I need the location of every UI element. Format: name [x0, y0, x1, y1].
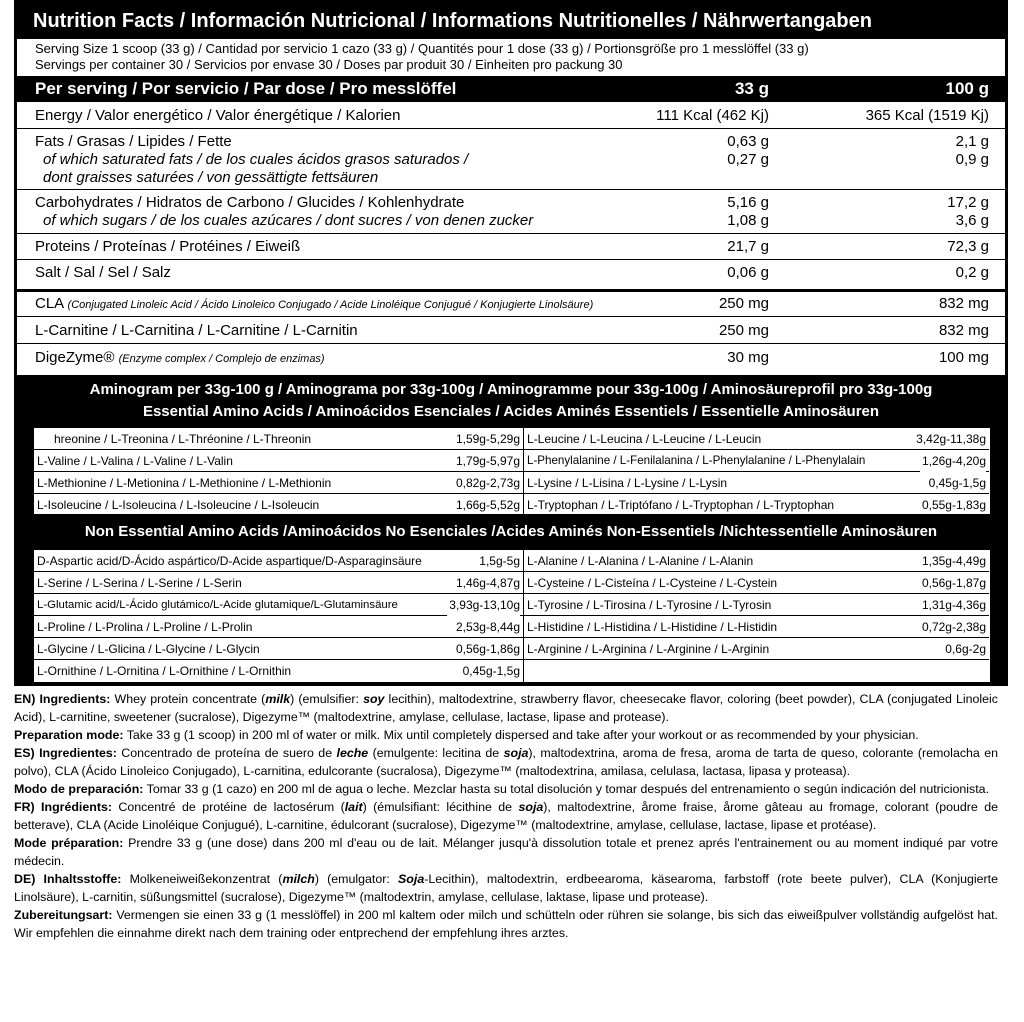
saturated-fats-label-2: dont graisses saturées / von gessättigte fettsäuren — [43, 169, 379, 186]
table-row — [34, 660, 523, 682]
saturated-per-100g: 0,9 g — [955, 151, 989, 168]
sugars-per-serving: 1,08 g — [727, 212, 769, 229]
amino-name: L-Isoleucine / L-Isoleucina / L-Isoleucine / L-Isoleucin — [37, 498, 320, 512]
amino-name: L-Leucine / L-Leucina / L-Leucine / L-Leucin — [527, 432, 762, 446]
text: Concentré de protéine de lactosérum ( — [111, 800, 345, 814]
preparation-fr-label: Mode préparation: — [14, 836, 124, 850]
digezyme-per-100g: 100 mg — [938, 349, 989, 366]
table-row — [524, 550, 989, 572]
amino-name: L-Tyrosine / L-Tirosina / L-Tyrosine / L-Tyrosin — [527, 598, 772, 612]
table-row — [524, 638, 989, 660]
text: ), maltodextrine, årome fraise, årome gâteau au fromage, colorant (poudre de betterave), CLA (Acide Linoléique Conjugué), L-carnitine, édulcorant (sucralose), Digezyme™ (maltodextrine, amylase, cellulase, lactase, lipase et protéase). — [14, 800, 998, 832]
amino-value: 0,6g-2g — [945, 642, 986, 656]
amino-value: 0,56g-1,86g — [455, 642, 520, 656]
allergen-milk: lait — [344, 800, 363, 814]
amino-name: L-Methionine / L-Metionina / L-Methionine / L-Methionin — [37, 476, 332, 490]
amino-value: 1,66g-5,52g — [455, 498, 520, 512]
digezyme-name: DigeZyme® — [35, 349, 115, 366]
text: -Lecithin), maltodextrin, erdbeearoma, käsearoma, farbstoff (rote beete pulver), CLA (Konjugierte Linolsäure), L-carnitin, süßungsmittel (sucralose), Digezyme™ (maltodextrin, amylase, cellulase, laktase, lipase und protease). — [14, 872, 998, 904]
table-row — [524, 616, 989, 638]
table-row — [34, 616, 523, 638]
sugars-per-100g: 3,6 g — [955, 212, 989, 229]
ingredients-en-label: EN) Ingredients: — [14, 692, 111, 706]
amino-name: D-Aspartic acid/D-Ácido aspártico/D-Acide aspartique/D-Asparaginsäure — [37, 554, 422, 568]
energy-label: Energy / Valor energético / Valor énergétique / Kalorien — [35, 107, 401, 124]
table-row — [34, 550, 523, 572]
cla-note: (Conjugated Linoleic Acid / Ácido Linoleico Conjugado / Acide Linoléique Conjugué / Konjugierte Linolsäure) — [67, 299, 594, 311]
cla-per-100g: 832 mg — [938, 295, 989, 312]
amino-name: L-Phenylalanine / L-Fenilalanina / L-Phenylalanine / L-Phenylalain — [527, 454, 866, 467]
table-row — [524, 572, 989, 594]
amino-value: 0,72g-2,38g — [921, 620, 986, 634]
table-row — [34, 572, 523, 594]
ingredients-es — [14, 744, 998, 780]
column-33g: 33 g — [734, 79, 769, 98]
nutrition-title: Nutrition Facts / Información Nutricional / Informations Nutritionelles / Nährwertangaben — [17, 3, 1005, 39]
nutrition-label — [14, 0, 1008, 686]
digezyme-note: (Enzyme complex / Complejo de enzimas) — [118, 353, 325, 365]
text: Concentrado de proteína de suero de — [116, 746, 337, 760]
table-row — [524, 428, 989, 450]
saturated-per-serving: 0,27 g — [727, 151, 769, 168]
table-row — [524, 594, 989, 616]
nonessential-right-col — [524, 550, 989, 682]
allergen-milk: milk — [265, 692, 291, 706]
carnitine-per-100g: 832 mg — [938, 322, 989, 339]
preparation-de — [14, 906, 998, 942]
text: Prendre 33 g (une dose) dans 200 ml d'eau ou de lait. Mélanger jusqu'à dissolution totale et prenez aprés l'entrainement ou au moment indiqué par votre médecin. — [14, 836, 998, 868]
essential-left-col — [34, 428, 524, 514]
divider — [17, 259, 1005, 260]
text: Vermengen sie einen 33 g (1 messlöffel) in 200 ml kaltem oder milch und schütteln oder rühren sie solange, bis sich das eiweißpulver vollständig aufgelöst hat. Wir empfehlen die einnahme direkt nach dem training oder entprechend der empfehlung ihres arztes. — [14, 908, 998, 940]
nonessential-amino-table — [33, 549, 991, 683]
amino-value: 1,79g-5,97g — [455, 454, 520, 468]
amino-name: L-Cysteine / L-Cisteína / L-Cysteine / L-Cystein — [527, 576, 778, 590]
amino-name: L-Tryptophan / L-Triptófano / L-Tryptophan / L-Tryptophan — [527, 498, 835, 512]
text: ), maltodextrina, aroma de fresa, aroma de tarta de queso, colorante (remolacha en polvo), CLA (Ácido Linoleico Conjugado), L-carnitina, edulcorante (sucralosa), Digezyme™ (maltodextrina, amilasa, celulasa, lactasa, lipasa y proteasa). — [14, 746, 998, 778]
text: Whey protein concentrate ( — [110, 692, 266, 706]
ingredients-es-label: ES) Ingredientes: — [14, 746, 117, 760]
serving-size: Serving Size 1 scoop (33 g) / Cantidad por servicio 1 cazo (33 g) / Quantités pour 1 dose (33 g) / Portionsgröße pro 1 messlöffel (33 g) — [35, 41, 809, 56]
column-100g: 100 g — [945, 79, 989, 98]
divider — [17, 189, 1005, 190]
allergen-milk: leche — [336, 746, 369, 760]
amino-value: 1,31g-4,36g — [921, 598, 986, 612]
cla-label — [35, 295, 593, 312]
table-row — [524, 450, 989, 472]
table-row — [34, 428, 523, 450]
amino-value: 3,42g-11,38g — [916, 432, 986, 446]
text: lecithin), maltodextrine, strawberry flavor, cheesecake flavor, coloring (beet powder), CLA (conjugated Linoleic Acid), L-carnitine, sweetener (sucralose), Digezyme™ (maltodextrine, amylase, cellulase, lactase, lipase and protease). — [14, 692, 998, 724]
divider — [17, 316, 1005, 317]
divider-thick — [17, 289, 1005, 292]
fats-label: Fats / Grasas / Lipides / Fette — [35, 133, 232, 150]
allergen-soy: soja — [503, 746, 529, 760]
carbs-per-100g: 17,2 g — [947, 194, 989, 211]
amino-name: L-Glycine / L-Glicina / L-Glycine / L-Glycin — [37, 642, 260, 656]
amino-value: 3,93g-13,10g — [447, 594, 520, 616]
salt-per-100g: 0,2 g — [955, 264, 989, 281]
amino-name: L-Valine / L-Valina / L-Valine / L-Valin — [37, 454, 233, 468]
proteins-per-100g: 72,3 g — [947, 238, 989, 255]
digezyme-label — [35, 349, 325, 366]
proteins-per-serving: 21,7 g — [727, 238, 769, 255]
amino-value: 1,35g-4,49g — [921, 554, 986, 568]
text: ) (emulsifier: — [290, 692, 364, 706]
carnitine-label: L-Carnitine / L-Carnitina / L-Carnitine / L-Carnitin — [35, 322, 358, 339]
preparation-de-label: Zubereitungsart: — [14, 908, 113, 922]
allergen-milk: milch — [282, 872, 315, 886]
aminogram-header — [17, 375, 1005, 425]
text: Tomar 33 g (1 cazo) en 200 ml de agua o leche. Mezclar hasta su total disolución y tomar después del entrenamiento o según indicación del nutricionista. — [143, 782, 990, 796]
amino-name: L-Proline / L-Prolina / L-Proline / L-Prolin — [37, 620, 253, 634]
energy-per-serving: 111 Kcal (462 Kj) — [656, 107, 769, 124]
proteins-label: Proteins / Proteínas / Protéines / Eiweiß — [35, 238, 301, 255]
amino-value: 1,59g-5,29g — [455, 432, 520, 446]
salt-per-serving: 0,06 g — [727, 264, 769, 281]
amino-value: 0,56g-1,87g — [921, 576, 986, 590]
preparation-en-label: Preparation mode: — [14, 728, 124, 742]
amino-value: 0,45g-1,5g — [462, 664, 520, 678]
divider — [17, 343, 1005, 344]
amino-name: L-Serine / L-Serina / L-Serine / L-Serin — [37, 576, 242, 590]
aminogram-title: Aminogram per 33g-100 g / Aminograma por 33g-100g / Aminogramme pour 33g-100g / Aminosäureprofil pro 33g-100g — [89, 381, 933, 398]
fats-per-100g: 2,1 g — [955, 133, 989, 150]
preparation-es-label: Modo de preparación: — [14, 782, 144, 796]
ingredients-en — [14, 690, 998, 726]
amino-value: 1,46g-4,87g — [455, 576, 520, 590]
amino-value: 1,26g-4,20g — [920, 450, 986, 472]
table-row — [34, 638, 523, 660]
cla-name: CLA — [35, 295, 64, 312]
allergen-soy: soy — [363, 692, 385, 706]
ingredients-de — [14, 870, 998, 906]
per-serving-label: Per serving / Por servicio / Par dose / Pro messlöffel — [35, 79, 457, 98]
table-row — [34, 472, 523, 494]
preparation-es — [14, 780, 998, 798]
salt-label: Salt / Sal / Sel / Salz — [35, 264, 171, 281]
essential-right-col — [524, 428, 989, 514]
divider — [17, 128, 1005, 129]
essential-title: Essential Amino Acids / Aminoácidos Esenciales / Acides Aminés Essentiels / Essentielle Aminosäuren — [142, 403, 880, 420]
ingredients-section — [14, 690, 998, 942]
amino-name: hreonine / L-Treonina / L-Thréonine / L-Threonin — [54, 432, 312, 446]
digezyme-per-serving: 30 mg — [727, 349, 769, 366]
amino-value: 0,45g-1,5g — [928, 476, 986, 490]
ingredients-fr-label: FR) Ingrédients: — [14, 800, 112, 814]
essential-amino-table — [33, 427, 991, 515]
divider — [17, 233, 1005, 234]
nonessential-left-col — [34, 550, 524, 682]
text: ) (émulsifiant: lécithine de — [362, 800, 519, 814]
fats-per-serving: 0,63 g — [727, 133, 769, 150]
carnitine-per-serving: 250 mg — [718, 322, 769, 339]
text: (emulgente: lecitina de — [368, 746, 504, 760]
amino-name: L-Histidine / L-Histidina / L-Histidine / L-Histidin — [527, 620, 778, 634]
preparation-fr — [14, 834, 998, 870]
carbs-per-serving: 5,16 g — [727, 194, 769, 211]
amino-name: L-Glutamic acid/L-Ácido glutámico/L-Acide glutamique/L-Glutaminsäure — [37, 599, 398, 611]
servings-per-container: Servings per container 30 / Servicios por envase 30 / Doses par produit 30 / Einheiten pro packung 30 — [35, 57, 623, 72]
table-row — [524, 472, 989, 494]
preparation-en — [14, 726, 998, 744]
ingredients-de-label: DE) Inhaltsstoffe: — [14, 872, 122, 886]
ingredients-fr — [14, 798, 998, 834]
allergen-soy: Soja — [398, 872, 425, 886]
table-row — [524, 494, 989, 516]
per-serving-header — [17, 76, 1005, 102]
text: Molkeneiweißekonzentrat ( — [121, 872, 283, 886]
amino-name: L-Lysine / L-Lisina / L-Lysine / L-Lysin — [527, 476, 728, 490]
table-row — [34, 494, 523, 516]
sugars-label: of which sugars / de los cuales azúcares / dont sucres / von denen zucker — [43, 212, 534, 229]
energy-per-100g: 365 Kcal (1519 Kj) — [865, 107, 989, 124]
saturated-fats-label: of which saturated fats / de los cuales ácidos grasos saturados / — [43, 151, 469, 168]
amino-name: L-Arginine / L-Arginina / L-Arginine / L-Arginin — [527, 642, 770, 656]
cla-per-serving: 250 mg — [718, 295, 769, 312]
nonessential-title: Non Essential Amino Acids /Aminoácidos No Esenciales /Acides Aminés Non-Essentiels /Nichtessentielle Aminosäuren — [17, 517, 1005, 547]
amino-value: 0,82g-2,73g — [455, 476, 520, 490]
table-row — [34, 594, 523, 616]
carbs-label: Carbohydrates / Hidratos de Carbono / Glucides / Kohlenhydrate — [35, 194, 465, 211]
allergen-soy: soja — [518, 800, 544, 814]
table-row — [34, 450, 523, 472]
text: ) (emulgator: — [314, 872, 399, 886]
amino-value: 0,55g-1,83g — [921, 498, 986, 512]
amino-name: L-Ornithine / L-Ornitina / L-Ornithine / L-Ornithin — [37, 664, 292, 678]
amino-name: L-Alanine / L-Alanina / L-Alanine / L-Alanin — [527, 554, 754, 568]
amino-value: 1,5g-5g — [479, 554, 520, 568]
amino-value: 2,53g-8,44g — [455, 620, 520, 634]
text: Take 33 g (1 scoop) in 200 ml of water or milk. Mix until completely dispersed and take after your workout or as recommended by your physician. — [123, 728, 919, 742]
